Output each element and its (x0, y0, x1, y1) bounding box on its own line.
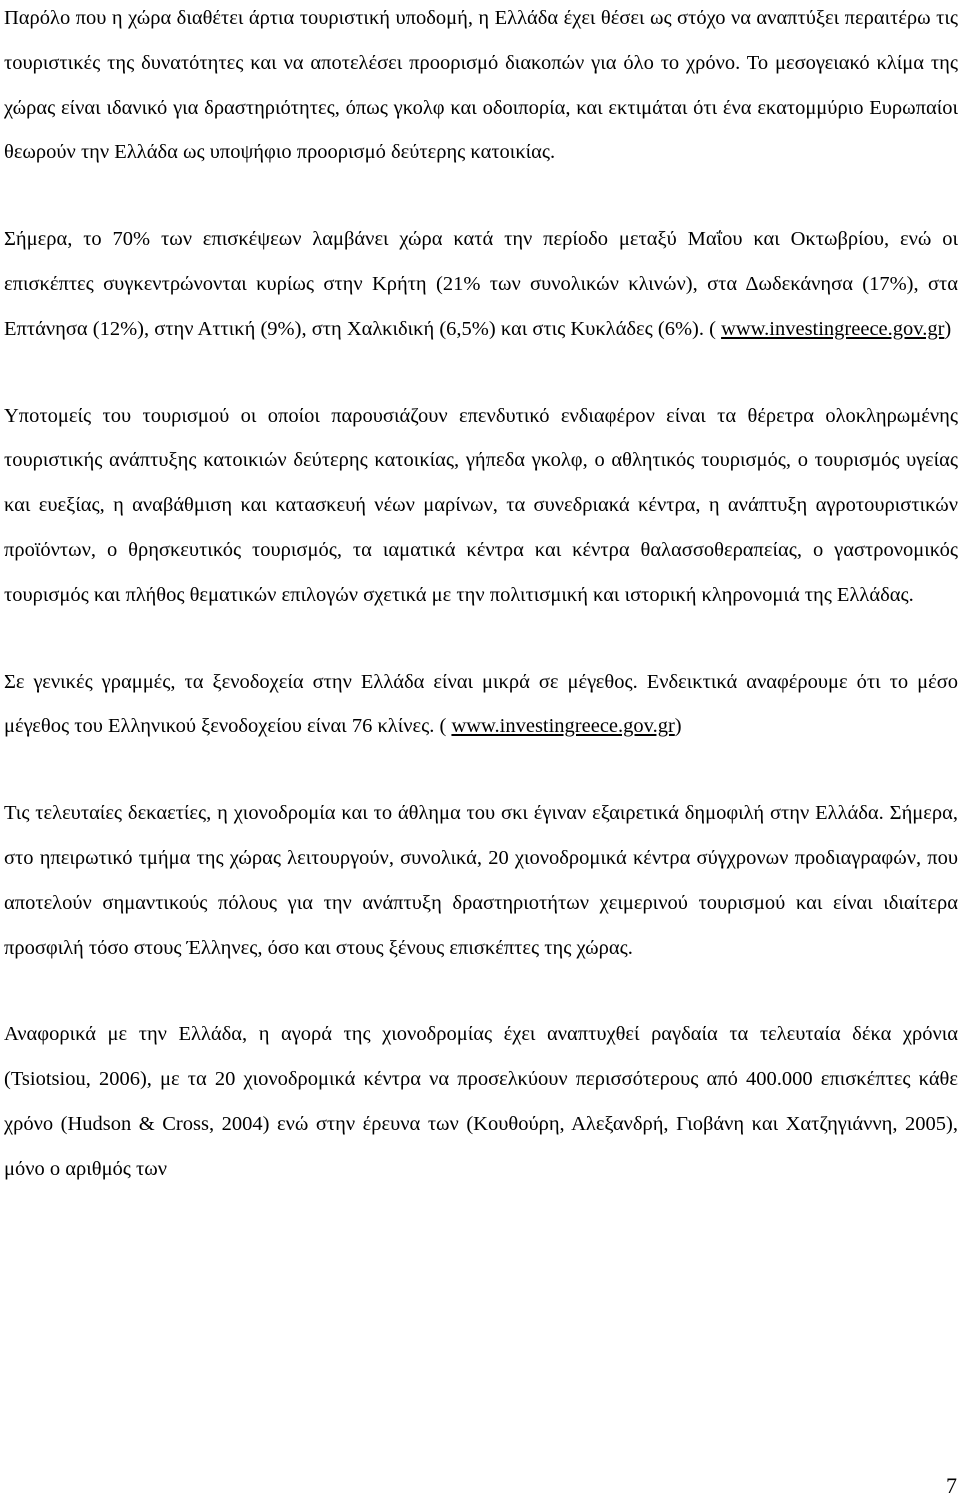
paragraph-tourism-goals (4, 0, 958, 175)
paragraph-text-end: ) (944, 317, 952, 340)
paragraph-text: Παρόλο που η χώρα διαθέτει άρτια τουριστική υποδομή, η Ελλάδα έχει θέσει ως στόχο να αναπτύξει περαιτέρω τις τουριστικές της δυνατότητες και να αποτελέσει προορισμό διακοπών για όλο το χρόνο. Το μεσογειακό κλίμα της χώρας είναι ιδανικό για δραστηριότητες, όπως γκολφ και οδοιπορία, και εκτιμάται ότι ένα εκατομμύριο Ευρωπαίοι θεωρούν την Ελλάδα ως υποψήφιο προορισμό δεύτερης κατοικίας. (4, 7, 958, 164)
paragraph-hotel-size (4, 660, 958, 750)
paragraph-text: Αναφορικά με την Ελλάδα, η αγορά της χιονοδρομίας έχει αναπτυχθεί ραγδαία τα τελευταία δέκα χρόνια (Tsiotsiou, 2006), με τα 20 χιονοδρομικά κέντρα να προσελκύουν περισσότερους από 400.000 επισκέπτες κάθε χρόνο (Hudson & Cross, 2004) ενώ στην έρευνα των (Κουθούρη, Αλεξανδρή, Γιοβάνη και Χατζηγιάννη, 2005), μόνο ο αριθμός των (4, 1023, 958, 1180)
paragraph-text: Σε γενικές γραμμές, τα ξενοδοχεία στην Ελλάδα είναι μικρά σε μέγεθος. Ενδεικτικά αναφέρουμε ότι το μέσο μέγεθος του Ελληνικού ξενοδοχείου είναι 76 κλίνες. ( (4, 670, 958, 738)
paragraph-visit-distribution (4, 217, 958, 351)
paragraph-text: Τις τελευταίες δεκαετίες, η χιονοδρομία και το άθλημα του σκι έγιναν εξαιρετικά δημοφιλή στην Ελλάδα. Σήμερα, στο ηπειρωτικό τμήμα της χώρας λειτουργούν, συνολικά, 20 χιονοδρομικά κέντρα σύγχρονων προδιαγραφών, που αποτελούν σημαντικούς πόλους για την ανάπτυξη δραστηριοτήτων χειμερινού τουρισμού και είναι ιδιαίτερα προσφιλή τόσο στους Έλληνες, όσο και στους ξένους επισκέπτες της χώρας. (4, 802, 958, 959)
paragraph-investment-subsectors (4, 394, 958, 618)
paragraph-text: Σήμερα, το 70% των επισκέψεων λαμβάνει χώρα κατά την περίοδο μεταξύ Μαΐου και Οκτωβρίου, ενώ οι επισκέπτες συγκεντρώνονται κυρίως στην Κρήτη (21% των συνολικών κλινών), στα Δωδεκάνησα (17%), στα Επτάνησα (12%), στην Αττική (9%), στη Χαλκιδική (6,5%) και στις Κυκλάδες (6%). ( (4, 228, 958, 340)
paragraph-text: Υποτομείς του τουρισμού οι οποίοι παρουσιάζουν επενδυτικό ενδιαφέρον είναι τα θέρετρα ολοκληρωμένης τουριστικής ανάπτυξης κατοικιών δεύτερης κατοικίας, γήπεδα γκολφ, ο αθλητικός τουρισμός, ο τουρισμός υγείας και ευεξίας, η αναβάθμιση και κατασκευή νέων μαρίνων, τα συνεδριακά κέντρα, η ανάπτυξη αγροτουριστικών προϊόντων, ο θρησκευτικός τουρισμός, τα ιαματικά κέντρα και κέντρα θαλασσοθεραπείας, ο γαστρονομικός τουρισμός και πλήθος θεματικών επιλογών σχετικά με την πολιτισμική και ιστορική κληρονομιά της Ελλάδας. (4, 404, 958, 606)
paragraph-ski-market (4, 1012, 958, 1191)
paragraph-ski-popularity (4, 791, 958, 970)
source-link[interactable]: www.investingreece.gov.gr (451, 715, 675, 738)
page-number: 7 (946, 1473, 957, 1498)
paragraph-text-end: ) (674, 715, 682, 738)
source-link[interactable]: www.investingreece.gov.gr (721, 317, 945, 340)
